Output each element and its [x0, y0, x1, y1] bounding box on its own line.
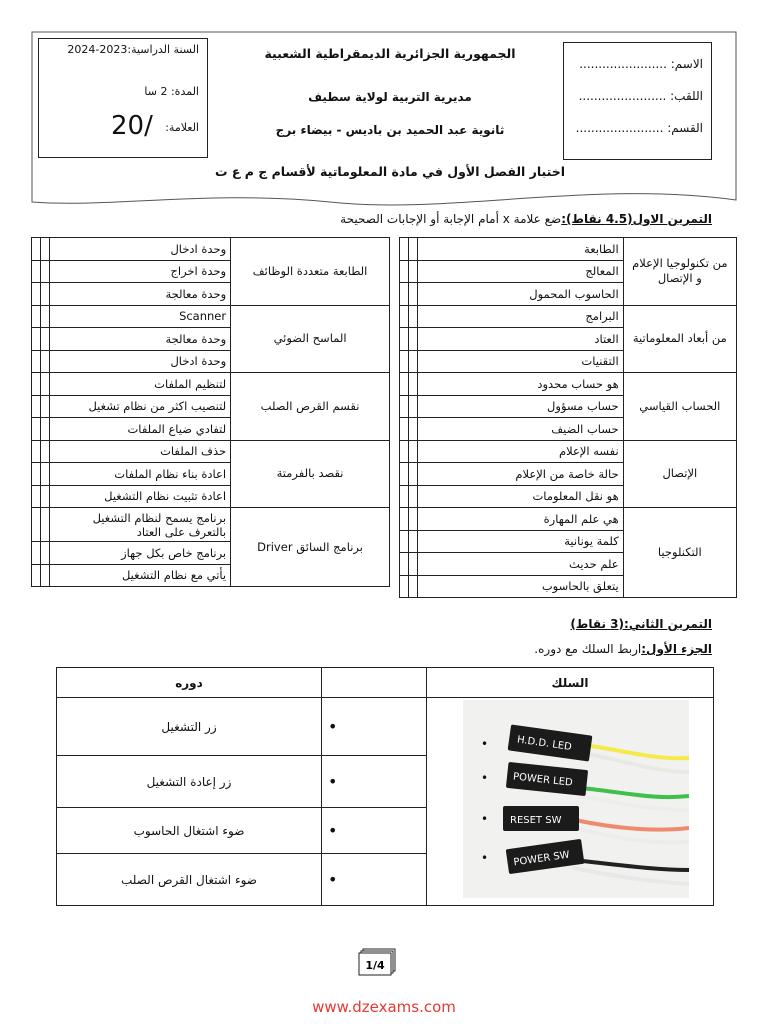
question-cell: نقسم القرص الصلب: [231, 373, 390, 441]
option-row: [400, 373, 737, 396]
part1-instruction: اربط السلك مع دوره.: [534, 642, 642, 656]
option-row: [32, 508, 390, 542]
question-cell: التكنلوجيا: [623, 508, 736, 598]
option-cell: يأتي مع نظام التشغيل: [50, 564, 231, 587]
duration: المدة: 2 سا: [144, 85, 199, 98]
option-cell: التقنيات: [418, 350, 624, 373]
grade-value: 20/: [111, 111, 153, 141]
option-cell: نفسه الإعلام: [418, 440, 624, 463]
answer-checkbox[interactable]: [400, 530, 409, 553]
answer-checkbox[interactable]: [32, 440, 41, 463]
option-cell: الحاسوب المحمول: [418, 283, 624, 306]
exercise1-left-table: [31, 237, 390, 587]
option-cell: البرامج: [418, 305, 624, 328]
cable-dot: •: [481, 737, 489, 751]
option-cell: لتنصيب اكثر من نظام تشغيل: [50, 395, 231, 418]
answer-checkbox[interactable]: [41, 305, 50, 328]
answer-checkbox[interactable]: [409, 508, 418, 531]
answer-checkbox[interactable]: [32, 485, 41, 508]
answer-checkbox[interactable]: [32, 328, 41, 351]
question-cell: الإتصال: [623, 440, 736, 508]
cable-column-header: السلك: [427, 668, 714, 698]
option-cell: وحدة ادخال: [50, 238, 231, 261]
option-cell: حساب الضيف: [418, 418, 624, 441]
option-row: [400, 508, 737, 531]
role-cell: ضوء اشتغال القرص الصلب: [57, 854, 322, 906]
answer-checkbox[interactable]: [409, 373, 418, 396]
answer-checkbox[interactable]: [41, 440, 50, 463]
answer-checkbox[interactable]: [32, 283, 41, 306]
answer-checkbox[interactable]: [409, 463, 418, 486]
answer-checkbox[interactable]: [41, 564, 50, 587]
answer-checkbox[interactable]: [32, 463, 41, 486]
question-cell: الطابعة متعددة الوظائف: [231, 238, 390, 306]
cable-label: RESET SW: [510, 815, 562, 826]
option-cell: العتاد: [418, 328, 624, 351]
option-cell: وحدة معالجة: [50, 328, 231, 351]
answer-checkbox[interactable]: [32, 395, 41, 418]
front-panel-cables-image: [463, 700, 689, 898]
answer-checkbox[interactable]: [32, 508, 41, 542]
option-cell: اعادة بناء نظام الملفات: [50, 463, 231, 486]
answer-checkbox[interactable]: [400, 350, 409, 373]
question-cell: نقصد بالفرمتة: [231, 440, 390, 508]
answer-checkbox[interactable]: [400, 440, 409, 463]
school-name: ثانوية عبد الحميد بن باديس - بيضاء برج: [275, 123, 505, 137]
answer-checkbox[interactable]: [409, 553, 418, 576]
answer-checkbox[interactable]: [41, 350, 50, 373]
question-cell: الحساب القياسي: [623, 373, 736, 441]
option-cell: برنامج يسمح لنظام التشغيل بالتعرف على العتاد: [50, 508, 231, 542]
answer-checkbox[interactable]: [32, 260, 41, 283]
page-number: 1/4: [365, 959, 385, 972]
grade-label: العلامة:: [165, 121, 199, 134]
option-row: [32, 373, 390, 396]
answer-checkbox[interactable]: [32, 373, 41, 396]
role-cell: زر إعادة التشغيل: [57, 756, 322, 808]
option-cell: يتعلق بالحاسوب: [418, 575, 624, 598]
option-row: [400, 238, 737, 261]
question-cell: من تكنولوجيا الإعلام و الإتصال: [623, 238, 736, 306]
exercise1-right-table: [399, 237, 737, 598]
answer-checkbox[interactable]: [41, 283, 50, 306]
answer-checkbox[interactable]: [409, 575, 418, 598]
role-cell: ضوء اشتغال الحاسوب: [57, 808, 322, 854]
answer-checkbox[interactable]: [400, 553, 409, 576]
option-cell: وحدة ادخال: [50, 350, 231, 373]
class-field[interactable]: القسم: .......................: [575, 121, 703, 135]
exercise1-title: التمرين الاول(4.5 نقاط):: [561, 212, 712, 226]
cable-label: POWER LED: [512, 771, 574, 789]
cable-dot: •: [481, 771, 489, 785]
answer-checkbox[interactable]: [41, 418, 50, 441]
cable-dot: •: [481, 812, 489, 826]
surname-field[interactable]: اللقب: .......................: [578, 89, 703, 103]
directorate-title: مديرية التربية لولاية سطيف: [308, 90, 472, 104]
name-field[interactable]: الاسم: .......................: [579, 57, 703, 71]
exercise1-instruction: ضع علامة x أمام الإجابة أو الإجابات الصحيحة: [340, 212, 562, 226]
option-cell: حالة خاصة من الإعلام: [418, 463, 624, 486]
link-dot[interactable]: •: [322, 808, 427, 854]
answer-checkbox[interactable]: [400, 305, 409, 328]
answer-checkbox[interactable]: [409, 418, 418, 441]
answer-checkbox[interactable]: [32, 305, 41, 328]
exercise2-title: التمرين الثاني:(3 نقاط): [570, 617, 712, 631]
option-cell: اعادة تثبيت نظام التشغيل: [50, 485, 231, 508]
footer-url[interactable]: www.dzexams.com: [312, 998, 456, 1016]
answer-checkbox[interactable]: [32, 238, 41, 261]
answer-checkbox[interactable]: [409, 260, 418, 283]
exam-info-box: [38, 38, 208, 158]
option-cell: Scanner: [50, 305, 231, 328]
option-cell: المعالج: [418, 260, 624, 283]
answer-checkbox[interactable]: [409, 305, 418, 328]
page-number-box: [357, 948, 397, 976]
link-column-header: [322, 668, 427, 698]
role-cell: زر التشغيل: [57, 698, 322, 756]
link-dot[interactable]: •: [322, 698, 427, 756]
link-dot[interactable]: •: [322, 756, 427, 808]
student-info-box: [563, 42, 712, 160]
option-cell: هو حساب محدود: [418, 373, 624, 396]
answer-checkbox[interactable]: [400, 328, 409, 351]
answer-checkbox[interactable]: [41, 463, 50, 486]
answer-checkbox[interactable]: [32, 564, 41, 587]
answer-checkbox[interactable]: [41, 328, 50, 351]
answer-checkbox[interactable]: [409, 485, 418, 508]
option-cell: الطابعة: [418, 238, 624, 261]
question-cell: برنامج السائق Driver: [231, 508, 390, 587]
connector-reset-sw: [503, 806, 579, 831]
answer-checkbox[interactable]: [41, 508, 50, 542]
option-row: [400, 305, 737, 328]
answer-checkbox[interactable]: [41, 485, 50, 508]
answer-checkbox[interactable]: [41, 373, 50, 396]
option-cell: لتنظيم الملفات: [50, 373, 231, 396]
option-row: [32, 440, 390, 463]
option-row: [400, 440, 737, 463]
answer-checkbox[interactable]: [409, 395, 418, 418]
option-cell: وحدة معالجة: [50, 283, 231, 306]
answer-checkbox[interactable]: [400, 238, 409, 261]
school-year: السنة الدراسية:2023-2024: [67, 43, 199, 56]
option-cell: حذف الملفات: [50, 440, 231, 463]
answer-checkbox[interactable]: [32, 542, 41, 565]
answer-checkbox[interactable]: [41, 238, 50, 261]
cable-label: POWER SW: [512, 849, 571, 869]
exercise1-heading: [340, 212, 712, 226]
answer-checkbox[interactable]: [41, 542, 50, 565]
option-row: [32, 238, 390, 261]
answer-checkbox[interactable]: [400, 395, 409, 418]
republic-title: الجمهورية الجزائرية الديمقراطية الشعبية: [264, 46, 516, 61]
option-cell: هو نقل المعلومات: [418, 485, 624, 508]
answer-checkbox[interactable]: [409, 238, 418, 261]
answer-checkbox[interactable]: [400, 463, 409, 486]
option-cell: هي علم المهارة: [418, 508, 624, 531]
option-cell: برنامج خاص بكل جهاز: [50, 542, 231, 565]
exam-title: اختبار الفصل الأول في مادة المعلوماتية لأقسام ج م ع ت: [214, 164, 566, 179]
answer-checkbox[interactable]: [409, 440, 418, 463]
question-cell: من أبعاد المعلوماتية: [623, 305, 736, 373]
answer-checkbox[interactable]: [400, 575, 409, 598]
cable-dot: •: [481, 851, 489, 865]
answer-checkbox[interactable]: [409, 283, 418, 306]
answer-checkbox[interactable]: [409, 328, 418, 351]
answer-checkbox[interactable]: [32, 350, 41, 373]
answer-checkbox[interactable]: [409, 530, 418, 553]
answer-checkbox[interactable]: [41, 260, 50, 283]
option-cell: كلمة يونانية: [418, 530, 624, 553]
option-cell: حساب مسؤول: [418, 395, 624, 418]
option-row: [32, 305, 390, 328]
answer-checkbox[interactable]: [32, 418, 41, 441]
answer-checkbox[interactable]: [400, 418, 409, 441]
option-cell: علم حديث: [418, 553, 624, 576]
cable-label: H.D.D. LED: [516, 734, 573, 754]
answer-checkbox[interactable]: [400, 485, 409, 508]
answer-checkbox[interactable]: [409, 350, 418, 373]
answer-checkbox[interactable]: [400, 373, 409, 396]
answer-checkbox[interactable]: [400, 508, 409, 531]
option-cell: لتفادي ضياع الملفات: [50, 418, 231, 441]
answer-checkbox[interactable]: [41, 395, 50, 418]
question-cell: الماسح الضوئي: [231, 305, 390, 373]
answer-checkbox[interactable]: [400, 260, 409, 283]
part1-label: الجزء الأول:: [641, 642, 712, 656]
link-dot[interactable]: •: [322, 854, 427, 906]
answer-checkbox[interactable]: [400, 283, 409, 306]
option-cell: وحدة اخراج: [50, 260, 231, 283]
exercise2-part1: [534, 642, 712, 656]
role-column-header: دوره: [57, 668, 322, 698]
